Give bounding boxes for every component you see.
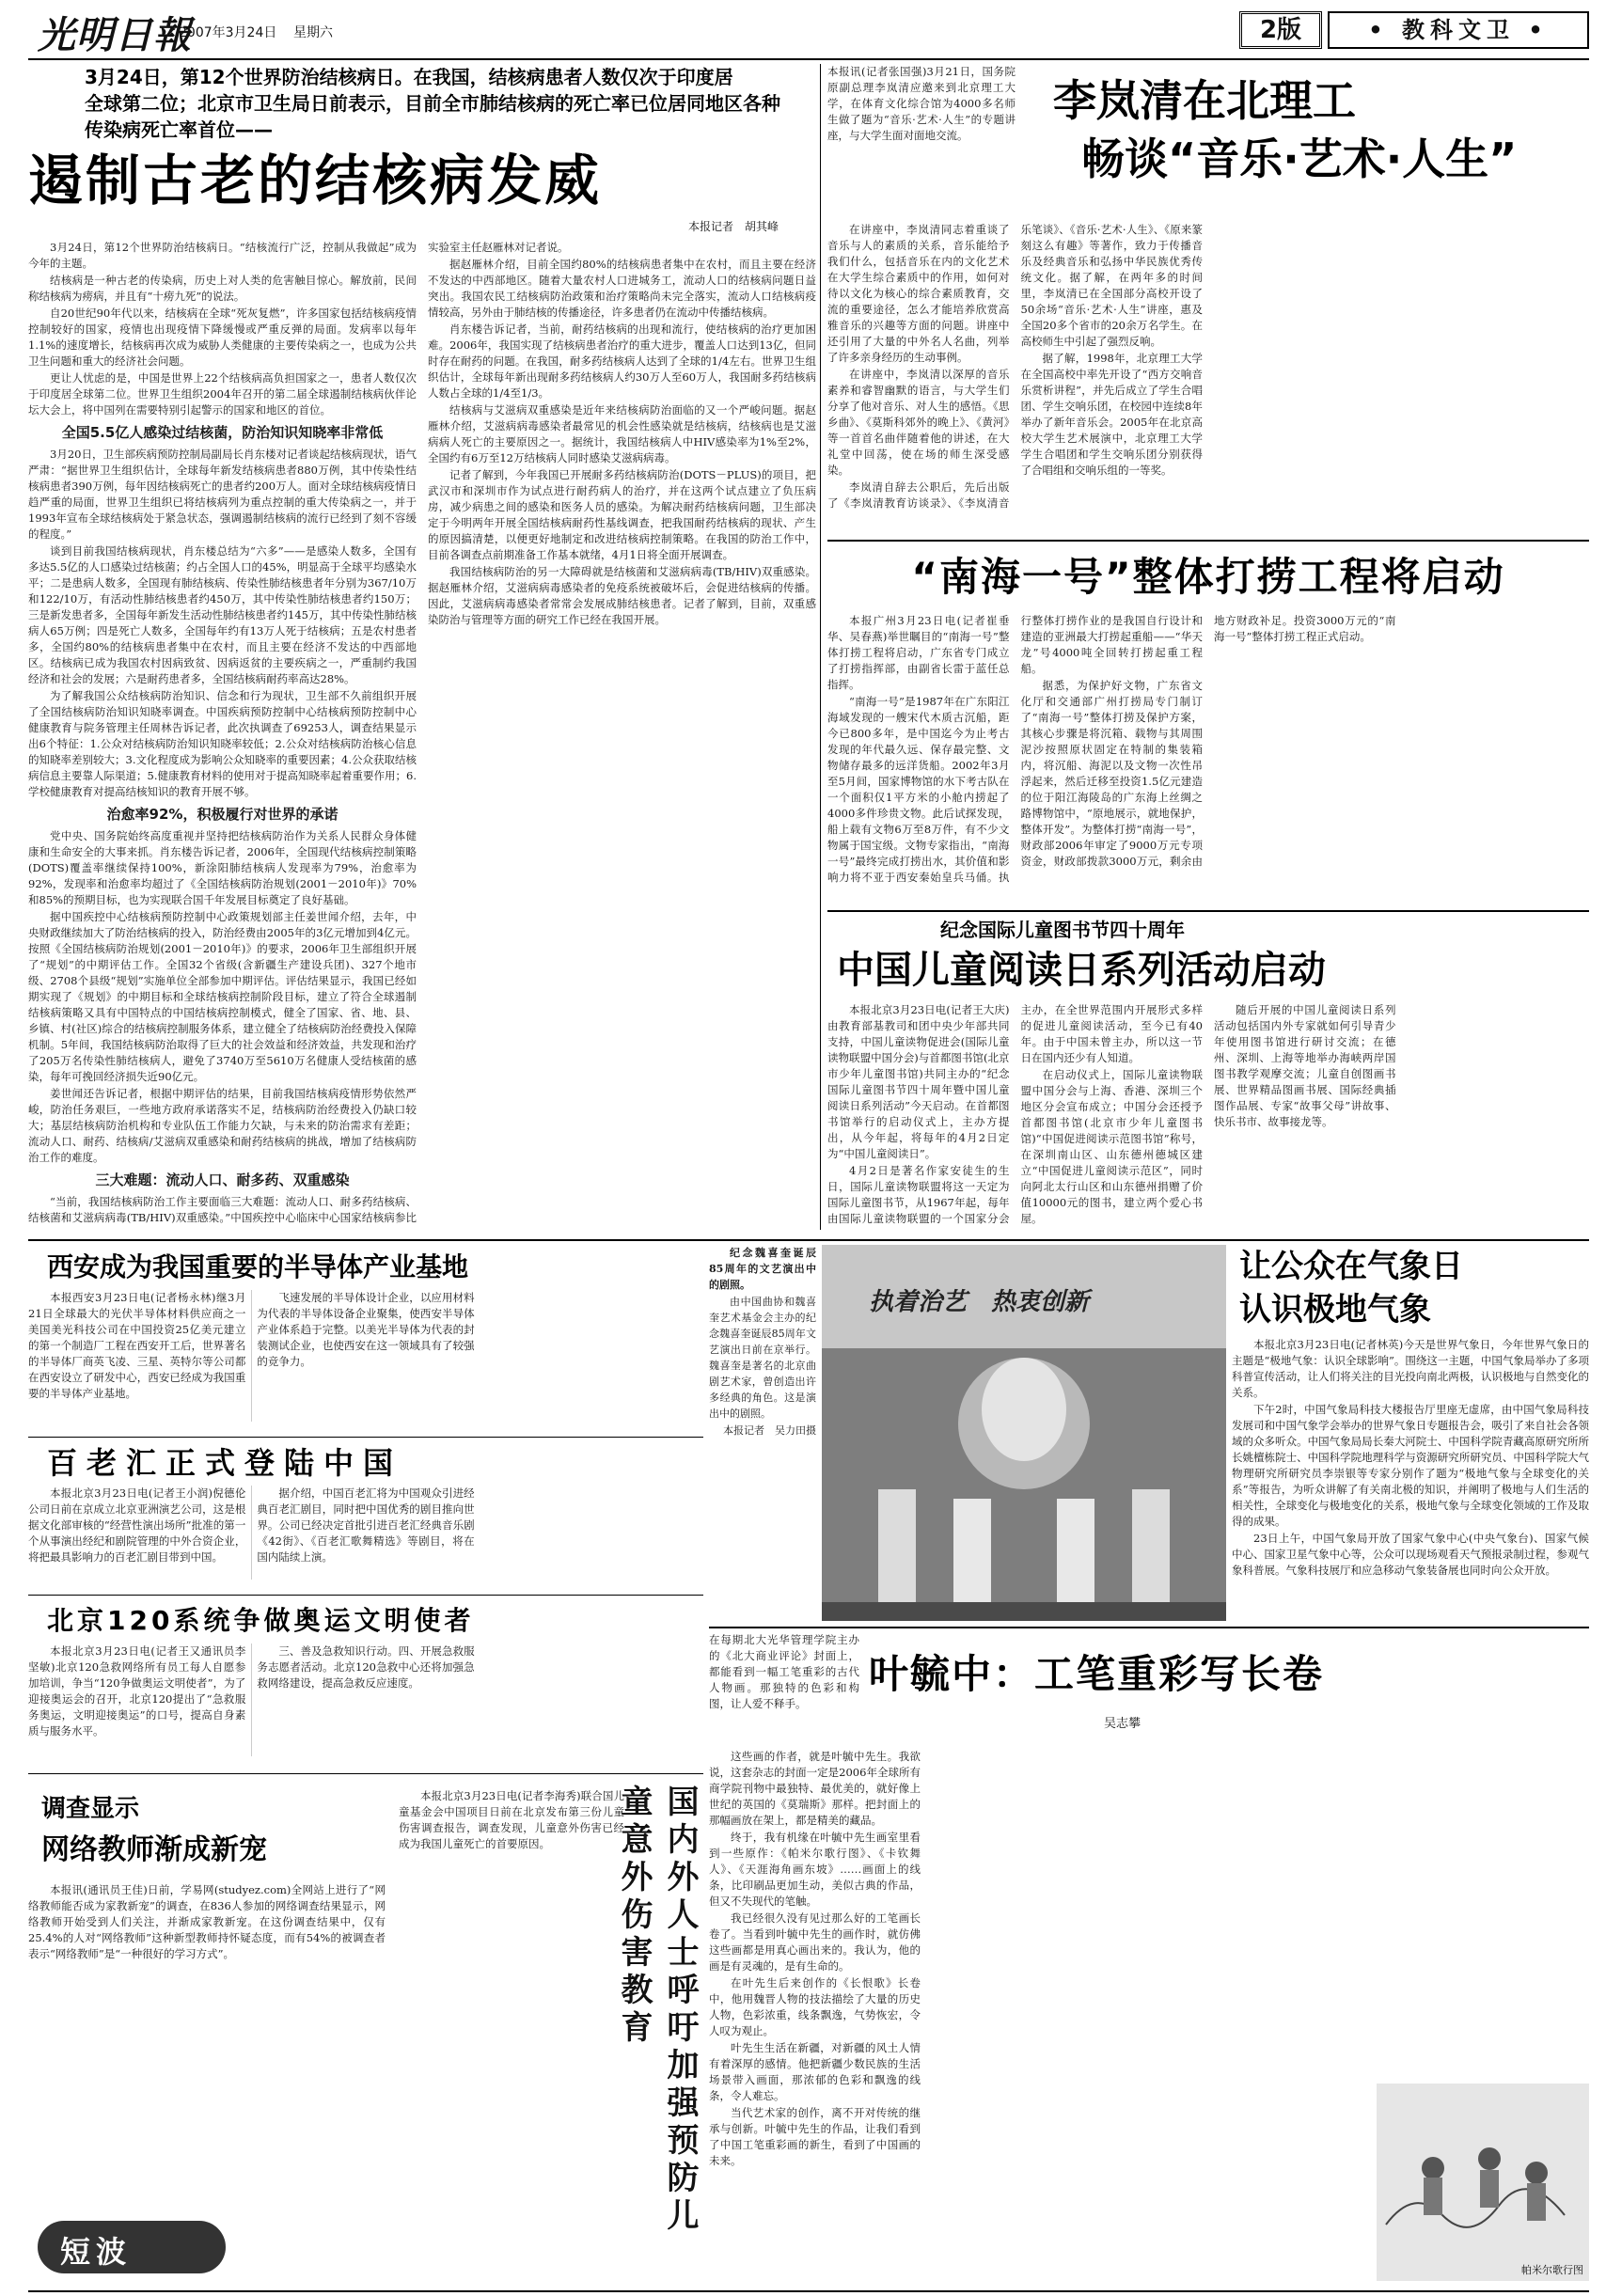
section-divider — [28, 1239, 1589, 1241]
painting-illustration — [1377, 2084, 1589, 2281]
masthead — [0, 0, 1606, 56]
article-title: 北京120系统争做奥运文明使者 — [47, 1605, 475, 1636]
article-body: 本报北京3月23日电(记者林英)今天是世界气象日，今年世界气象日的主题是“极地气象：认识全球影响”。围绕这一主题，中国气象局举办了多项科普宣传活动，让人们将关注的目光投向南北两极，认识极地与自然变化的关系。 下午2时，中国气象局科技大楼报告厅里座无虚席，由中国气象局科技发展司和中国气象学会举办的世界气象日专题报告会，吸引了来自社会各领域的众多听众。中国气象局局长秦大河院士、中国科学院青藏高原研究所所长姚檀栋院士、中国科学院地理科学与资源研究所研究员、中国科学院大气物理研究所研究员李崇银等专家分别作了题为“极地气象与全球变化的关系”等报告，为听众讲解了有关南北极的知识，并阐明了极地与人们生活的相关性，全球变化与极地变化的关系，极地气象与全球变化领域的工作及取得的成果。 23日上午，中国气象局开放了国家气象中心(中央气象台)、国家气候中心、国家卫星气象中心等，公众可以现场观看天气预报录制过程，参观气象科普展。气象科技展厅和应急移动气象装备展也同时向公众开放。 — [1232, 1338, 1589, 1577]
article-broadway — [28, 1440, 703, 1591]
article-polar-weather — [1232, 1245, 1589, 1621]
newspaper-logo: 光明日報 — [38, 13, 192, 56]
section-divider — [28, 1595, 703, 1596]
page-number: 2版 — [1239, 11, 1322, 49]
article-body: 本报北京3月23日电(记者王小润)倪德伦公司日前在京成立北京亚洲演艺公司，这是根据文化部审核的“经营性演出场所”批准的第一个从事演出经纪和剧院管理的中外合资企业，将把最具影响力的百老汇剧目带到中国。 据介绍，中国百老汇将为中国观众引进经典百老汇剧目，同时把中国优秀的剧目推向世界。公司已经决定首批引进百老汇经典音乐剧《42街》、《百老汇歌舞精选》等剧目，将在国内陆续上演。 — [28, 1486, 475, 1564]
article-ye-yuzhong — [709, 1632, 1589, 2290]
painting-caption: 帕米尔歌行图 — [1521, 2264, 1583, 2276]
article-body: 本报西安3月23日电(记者杨永林)继3月21日全球最大的光伏半导体材料供应商之一美国美光科技公司在中国投资25亿美元建立的第一个制造厂工程在西安开工后，世界著名的半导体厂商英飞凌、三星、英特尔等公司都在西安设立了研发中心，西安已经成为我国重要的半导体产业基地。 飞速发展的半导体设计企业，以应用材料为代表的半导体设备企业聚集，使西安半导体产业体系趋于完整。以美光半导体为代表的封装测试企业，也使西安在这一领域具有了较强的竞争力。 — [28, 1291, 475, 1400]
column-divider — [820, 64, 821, 1230]
article-title: 让公众在气象日 认识极地气象 — [1239, 1248, 1463, 1329]
photo-opera-stage — [822, 1245, 1226, 1621]
article-byline: 本报记者 胡其峰 — [687, 220, 779, 233]
article-title: 中国儿童阅读日系列活动启动 — [837, 949, 1326, 992]
article-intro: 本报讯(记者张国强)3月21日，国务院原副总理李岚清应邀来到北京理工大学，在体育文化综合馆为4000多名师生做了题为“音乐·艺术·人生”的专题讲座，与大学生面对面地交流。 — [827, 65, 1016, 142]
article-li-lanqing — [827, 64, 1589, 534]
photo-calligraphy: 执着治艺 热衷创新 — [869, 1288, 1090, 1316]
article-title: 百老汇正式登陆中国 — [47, 1445, 403, 1481]
article-childrens-reading — [827, 916, 1589, 1235]
article-xian-semiconductor — [28, 1245, 703, 1433]
article-title: 遏制古老的结核病发威 — [28, 149, 603, 212]
article-side-title: 国内外人士呼吁加强预防儿童意外伤害教育 — [615, 1785, 699, 2236]
badge-label: 短波 — [60, 2234, 133, 2270]
article-body: 本报北京3月23日电(记者王大庆)由教育部基教司和团中央少年部共同支持，中国儿童读物促进会(国际儿童读物联盟中国分会)与首都图书馆(北京市少年儿童图书馆)共同主办的“纪念国际儿童图书节四十周年暨中国儿童阅读日系列活动”今天启动。在首都图书馆举行的启动仪式上，主办方提出，从今年起，将每年的4月2日定为“中国儿童阅读日”。 4月2日是著名作家安徒生的生日，国际儿童读物联盟将这一天定为国际儿童图书节，从1967年起，每年由国际儿童读物联盟的一个国家分会主办，在全世界范围内开展形式多样的促进儿童阅读活动，至今已有40年。由于中国未曾主办，所以这一节日在国内还少有人知道。 在启动仪式上，国际儿童读物联盟中国分会与上海、香港、深圳三个地区分会宣布成立；中国分会还授予首都图书馆(北京市少年儿童图书馆)“中国促进阅读示范图书馆”称号，在深圳南山区、山东德州德城区建立“中国促进儿童阅读示范区”，同时向阿北太行山区和山东德州捐赠了价值10000元的图书，建立两个爱心书屋。 随后开展的中国儿童阅读日系列活动包括国内外专家就如何引导青少年使用图书馆进行研讨交流；在德州、深圳、上海等地举办海峡两岸国图书教学观摩交流；儿童自创图画书展、世界精品图画书展、国际经典插图作品展、专家“故事父母”讲故事、快乐书市、故事接龙等。 — [827, 1003, 1396, 1225]
article-beijing-120 — [28, 1598, 703, 1768]
section-divider — [827, 540, 1589, 542]
article-title: 叶毓中：工笔重彩写长卷 — [869, 1651, 1325, 1697]
article-body: 这些画的作者，就是叶毓中先生。我欲说，这套杂志的封面一定是2006年全球所有商学院刊物中最独特、最优美的，就好像上世纪的英国的《莫瑞斯》那样。把封面上的那幅画放在架上，都是精美的藏品。 终于，我有机缘在叶毓中先生画室里看到一些原作：《帕米尔歌行图》、《卡钦舞人》、《天涯海角画东坡》……画面上的线条，比印刷品更加生动，美似古典的作品，但又不失现代的笔触。 我已经很久没有见过那么好的工笔画长卷了。当看到叶毓中先生的画作时，就仿佛这些画都是用真心画出来的。我认为，他的画是有灵魂的，是有生命的。 在叶先生后来创作的《长恨歌》长卷中，他用魏晋人物的技法描绘了大量的历史人物，色彩浓重，线条飘逸，气势恢宏，令人叹为观止。 叶先生生活在新疆，对新疆的风土人情有着深厚的感情。他把新疆少数民族的生活场景带入画面，那浓郁的色彩和飘逸的线条，令人难忘。 当代艺术家的创作，离不开对传统的继承与创新。叶毓中先生的作品，让我们看到了中国工笔重彩画的新生，看到了中国画的未来。 — [709, 1750, 921, 2167]
photo-caption-column: 纪念魏喜奎诞辰85周年的文艺演出中的剧照。 由中国曲协和魏喜奎艺术基金会主办的纪念魏喜奎诞辰85周年文艺演出日前在京举行。魏喜奎是著名的北京曲剧艺术家，曾创造出许多经典的角色。这是演出中的剧照。 本报记者 吴力田摄 — [709, 1247, 816, 1437]
subheading: 全国5.5亿人感染过结核菌，防治知识知晓率非常低 — [61, 424, 384, 441]
section-divider — [28, 1437, 703, 1438]
article-byline: 吴志攀 — [1104, 1717, 1142, 1731]
article-body: 本报广州3月23日电(记者崔垂华、吴春燕)举世瞩目的“南海一号”整体打捞工程将启动，广东省专门成立了打捞指挥部，由副省长雷于蓝任总指挥。 “南海一号”是1987年在广东阳江海域发现的一艘宋代木质古沉船，距今已800多年，是中国迄今为止考古发现的年代最久远、保存最完整、文物储存最多的远洋货船。2002年3月至5月间，国家博物馆的水下考古队在一个面积仅1平方米的小舱内捞起了4000多件珍贵文物。此后试探发现，船上载有文物6万至8万件，有不少文物属于国宝级。文物专家指出，“南海一号”最终完成打捞出水，其价值和影响力将不亚于西安秦始皇兵马俑。执行整体打捞作业的是我国自行设计和建造的亚洲最大打捞起重船——“华天龙”号4000吨全回转打捞起重工程船。 据悉，为保护好文物，广东省文化厅和交通部广州打捞局专门制订了“南海一号”整体打捞及保护方案，其核心步骤是将沉箱、载物与其周围泥沙按照原状固定在特制的集装箱内，将沉船、海泥以及文物一次性吊浮起来，然后迁移至投资1.5亿元建造的位于阳江海陵岛的广东海上丝绸之路博物馆中，“原地展示，就地保护，整体开发”。为整体打捞“南海一号”，财政部2006年审定了9000万元专项资金，财政部拨款3000万元，剩余由地方财政补足。投资3000万元的“南海一号”整体打捞工程正式启动。 — [827, 614, 1396, 884]
article-title: 西安成为我国重要的半导体产业基地 — [47, 1251, 469, 1282]
article-kicker: 纪念国际儿童图书节四十周年 — [940, 919, 1185, 941]
article-title: 李岚清在北理工 畅谈“音乐·艺术·人生” — [1053, 75, 1518, 184]
issue-weekday: 星期六 — [293, 25, 333, 40]
article-tuberculosis — [28, 64, 816, 1230]
article-nanhai-one — [827, 547, 1589, 904]
article-intro: 在每期北大光华管理学院主办的《北大商业评论》封面上，都能看到一幅工笔重彩的古代人物画。那独特的色彩和构图，让人爱不释手。 — [709, 1633, 859, 1710]
article-body: 在讲座中，李岚清同志着重谈了音乐与人的素质的关系，音乐能给予我们什么，包括音乐在内的文化艺术在大学生综合素质中的作用，如何对待以文化为核心的综合素质教育，交流的重要途径，怎么才能培养欣赏高雅音乐的兴趣等方面的问题。讲座中还引用了大量的中外名人名曲，列举了许多亲身经历的生动事例。 在讲座中，李岚清以深厚的音乐素养和睿智幽默的语言，与大学生们分享了他对音乐、对人生的感悟。《思乡曲》、《莫斯科郊外的晚上》、《黄河》等一首首名曲伴随着他的讲述，在大礼堂中回荡，使在场的师生深受感染。 李岚清自辞去公职后，先后出版了《李岚清教育访谈录》、《李岚清音乐笔谈》、《音乐·艺术·人生》、《原来篆刻这么有趣》等著作，致力于传播音乐及经典音乐和弘扬中华民族优秀传统文化。据了解，在两年多的时间里，李岚清已在全国部分高校开设了50余场“音乐·艺术·人生”讲座，惠及全国20多个省市的20余万名学生。在高校师生中引起了强烈反响。 据了解，1998年，北京理工大学在全国高校中率先开设了“西方交响音乐赏析讲程”，并先后成立了学生合唱团、学生交响乐团，在校园中连续8年举办了新年音乐会。2005年在北京高校大学生艺术展演中，北京理工大学学生合唱团和学生交响乐团分别获得了合唱组和交响乐组的一等奖。 — [827, 223, 1203, 510]
article-body: 本报北京3月23日电(记者王又通讯员李坚敏)北京120急救网络所有员工每人自愿参加培训，争当“120争做奥运文明使者”，为了迎接奥运会的召开，北京120提出了“急救服务奥运，文明迎接奥运”的口号，提高自身素质与服务水平。 三、善及急救知识行动。四、开展急救服务志愿者活动。北京120急救中心还将加强急救网络建设，提高急救反应速度。 — [28, 1644, 475, 1738]
article-body: 3月24日，第12个世界防治结核病日。“结核流行广泛，控制从我做起”成为今年的主题。 结核病是一种古老的传染病，历史上对人类的危害触目惊心。解放前，民间称结核病为痨病，并且有“十痨九死”的说法。 自20世纪90年代以来，结核病在全球“死灰复燃”，许多国家包括结核病疫情控制较好的国家，疫情也出现疫情下降缓慢或严重反弹的局面。发病率以每年1.1%的速度增长，结核病再次成为威胁人类健康的主要传染病之一，也成为公共卫生问题和重大的经济社会问题。 更让人忧虑的是，中国是世界上22个结核病高负担国家之一，患者人数仅次于印度居全球第二位。世界卫生组织2004年召开的第二届全球遏制结核病伙伴论坛大会上，将中国列在需要特别引起警示的国家和地区的首位。 全国5.5亿人感染过结核菌，防治知识知晓率非常低 3月20日，卫生部疾病预防控制局副局长肖东楼对记者谈起结核病现状，语气严肃：“据世界卫生组织估计，全球每年新发结核病患者880万例，其中传染性结核病患者390万例，每年因结核病死亡的患者约200万人。面对全球结核病疫情日趋严重的局面，世界卫生组织已将结核病列为重点控制的重大传染病之一，并于1993年宣布全球结核病处于紧急状态，强调遏制结核病的流行已经到了刻不容缓的程度。” 谈到目前我国结核病现状，肖东楼总结为“六多”——是感染人数多，全国有多达5.5亿的人口感染过结核菌；约占全国人口的45%，明显高于全球平均感染水平；二是患病人数多，全国现有肺结核病、传染性肺结核患者年分别为367/10万和122/10万，有活动性肺结核患者约450万，其中传染性肺结核患者约150万；三是新发患者多，全国每年新发生活动性肺结核患者约145万，其中传染性肺结核病人65万例；四是死亡人数多，全国每年约有13万人死于结核病；五是农村患者多，全国约80%的结核病患者集中在农村，而且主要在经济不发达的中西部地区。结核病已成为我国农村因病致贫、因病返贫的主要疾病之一，严重制约我国经济和社会的发展；六是耐药患者多，全国结核病耐药率高达28%。 为了解我国公众结核病防治知识、信念和行为现状，卫生部不久前组织开展了全国结核病防治知识知晓率调查。中国疾病预防控制中心结核病预防控制中心健康教育与院务管理主任周林告诉记者，此次执调查了69253人，调查结果显示出6个特征：1.公众对结核病防治知识知晓率较低；2.公众对结核病防治核心信息的知晓率差别较大；3.文化程度成为影响公众知晓率的重要因素；4.公众获取结核病信息主要靠人际渠道；5.健康教育材料的使用对于提高知晓率起着重要作用；6.学校健康教育对提高结核知识的教育开展不够。 治愈率92%，积极履行对世界的承诺 党中央、国务院始终高度重视并坚持把结核病防治作为关系人民群众身体健康和生命安全的大事来抓。肖东楼告诉记者，2006年，全国现代结核病控制策略(DOTS)覆盖率继续保持100%，新涂阳肺结核病人发现率为79%，治愈率为92%，发现率和治愈率均超过了《全国结核病防治规划(2001－2010年)》70%和85%的预期目标，也为实现联合国千年发展目标奠定了良好基础。 据中国疾控中心结核病预防控制中心政策规划部主任姜世闻介绍，去年，中央财政继续加大了防治结核病的投入，防治经费由2005年的3亿元增加到4亿元。按照《全国结核病防治规划(2001－2010年)》的要求，2006年卫生部组织开展了“规划”的中期评估工作。全国32个省级(含新疆生产建设兵团)、327个地市级、2708个县级“规划”实施单位全部参加中期评估。评估结果显示，我国已经如期实现了《规划》的中期目标和全球结核病控制阶段目标，建立了符合全球遏制结核病策略又具有中国特点的中国结核病控制模式，健全了国家、省、地、县、乡镇、村(社区)综合的结核病控制服务体系，建立健全了结核病防治经费投入保障机制。5年间，我国结核病防治取得了巨大的社会效益和经济效益，共发现和治疗了205万名传染性肺结核病人，避免了3740万至5610万名健康人受结核菌的感染，每年可挽回经济损失近90亿元。 姜世闻还告诉记者，根据中期评估的结果，目前我国结核病疫情形势依然严峻，防治任务艰巨，一些地方政府承诺落实不足，结核病防治经费投入仍缺口较大；基层结核病防治机构和专业队伍工作能力欠缺，与未来的防治需求有差距；流动人口、耐药、结核病/艾滋病双重感染和耐药结核病的挑战，增加了结核病防治工作的难度。 三大难题：流动人口、耐多药、双重感染 “当前，我国结核病防治工作主要面临三大难题：流动人口、耐多药结核病、结核菌和艾滋病病毒(TB/HIV)双重感染。”中国疾控中心临床中心国家结核病参比实验室主任赵雁林对记者说。 据赵雁林介绍，目前全国约80%的结核病患者集中在农村，而且主要在经济不发达的中西部地区。随着大量农村人口进城务工，流动人口的结核病问题日益突出。我国农民工结核病防治政策和治疗策略尚未完全落实，流动人口结核病疫情较高，另外由于肺结核的传播途径，许多患者仍在流动中传播结核病。 肖东楼告诉记者，当前，耐药结核病的出现和流行，使结核病的治疗更加困难。2006年，我国实现了结核病患者治疗的重大进步，覆盖人口达到13亿，但同时存在耐药的问题。在我国，耐多药结核病人达到了全球的1/4左右。世界卫生组织估计，全球每年新出现耐多药结核病人约30万人至60万人，我国耐多药结核病人数占全球的1/4至1/3。 结核病与艾滋病双重感染是近年来结核病防治面临的又一个严峻问题。据赵雁林介绍，艾滋病病毒感染者最常见的机会性感染就是结核病，结核病也是艾滋病病人死亡的主要原因之一。据统计，我国结核病人中HIV感染率为1%至2%，全国约有6万至12万结核病人同时感染艾滋病病毒。 记者了解到，今年我国已开展耐多药结核病防治(DOTS－PLUS)的项目，把武汉市和深圳市作为试点进行耐药病人的治疗，并在这两个试点建立了负压病房，减少病患之间的感染和医务人员的感染。为解决耐药结核病问题，卫生部决定于今明两年开展全国结核病耐药性基线调查，把我国耐药结核病的现状、产生的原因搞清楚，以便更好地制定和改进结核病控制策略。在我国的防治工作中，目前各调查点前期准备工作基本就绪，4月1日将全面开展调查。 我国结核病防治的另一大障碍就是结核菌和艾滋病病毒(TB/HIV)双重感染。据赵雁林介绍，艾滋病病毒感染者的免疫系统被破坏后，会促进结核病的传播。因此，艾滋病病毒感染者常常会发展成肺结核患者。记者了解到，目前，双重感染防治与管理等方面的研究工作已经在我国开展。 — [28, 241, 816, 1224]
shortwave-badge — [38, 2221, 226, 2273]
section-divider — [709, 1627, 1589, 1628]
subheading: 治愈率92%，积极履行对世界的承诺 — [106, 806, 339, 823]
section-divider — [28, 1773, 703, 1774]
article-title: 调查显示 网络教师渐成新宠 — [41, 1795, 267, 1866]
article-network-teachers — [28, 1779, 703, 2287]
painting-image — [1377, 2084, 1589, 2281]
article-kicker: 3月24日，第12个世界防治结核病日。在我国，结核病患者人数仅次于印度居 全球第二位；北京市卫生局日前表示，目前全市肺结核病的死亡率已位居同地区各种 传染病死亡率首位—— — [85, 66, 780, 141]
section-divider — [827, 910, 1589, 912]
masthead-rule — [28, 58, 1589, 60]
issue-date: 2007年3月24日 — [179, 25, 277, 40]
page-bottom-rule — [28, 2290, 1589, 2292]
subheading: 三大难题：流动人口、耐多药、双重感染 — [95, 1172, 350, 1188]
article-title: “南海一号”整体打捞工程将启动 — [911, 554, 1505, 600]
section-name: 教科文卫 — [1402, 17, 1515, 43]
section-banner: • 教科文卫 • — [1328, 11, 1589, 49]
article-body: 本报讯(通讯员王佳)日前，学易网(studyez.com)全网站上进行了“网络教师能否成为家教新宠”的调查，在836人参加的网络调查结果显示，网络教师开始受到人们关注，并渐成家教新宠。在这份调查结果中，仅有25.4%的人对“网络教师”这种新型教师持怀疑态度，而有54%的被调查者表示“网络教师”是“一种很好的学习方式”。 — [28, 1883, 386, 1960]
article-body-children: 本报北京3月23日电(记者李海秀)联合国儿童基金会中国项目日前在北京发布第三份儿童伤害调查报告，调查发现，儿童意外伤害已经成为我国儿童死亡的首要原因。 — [399, 1789, 624, 1850]
